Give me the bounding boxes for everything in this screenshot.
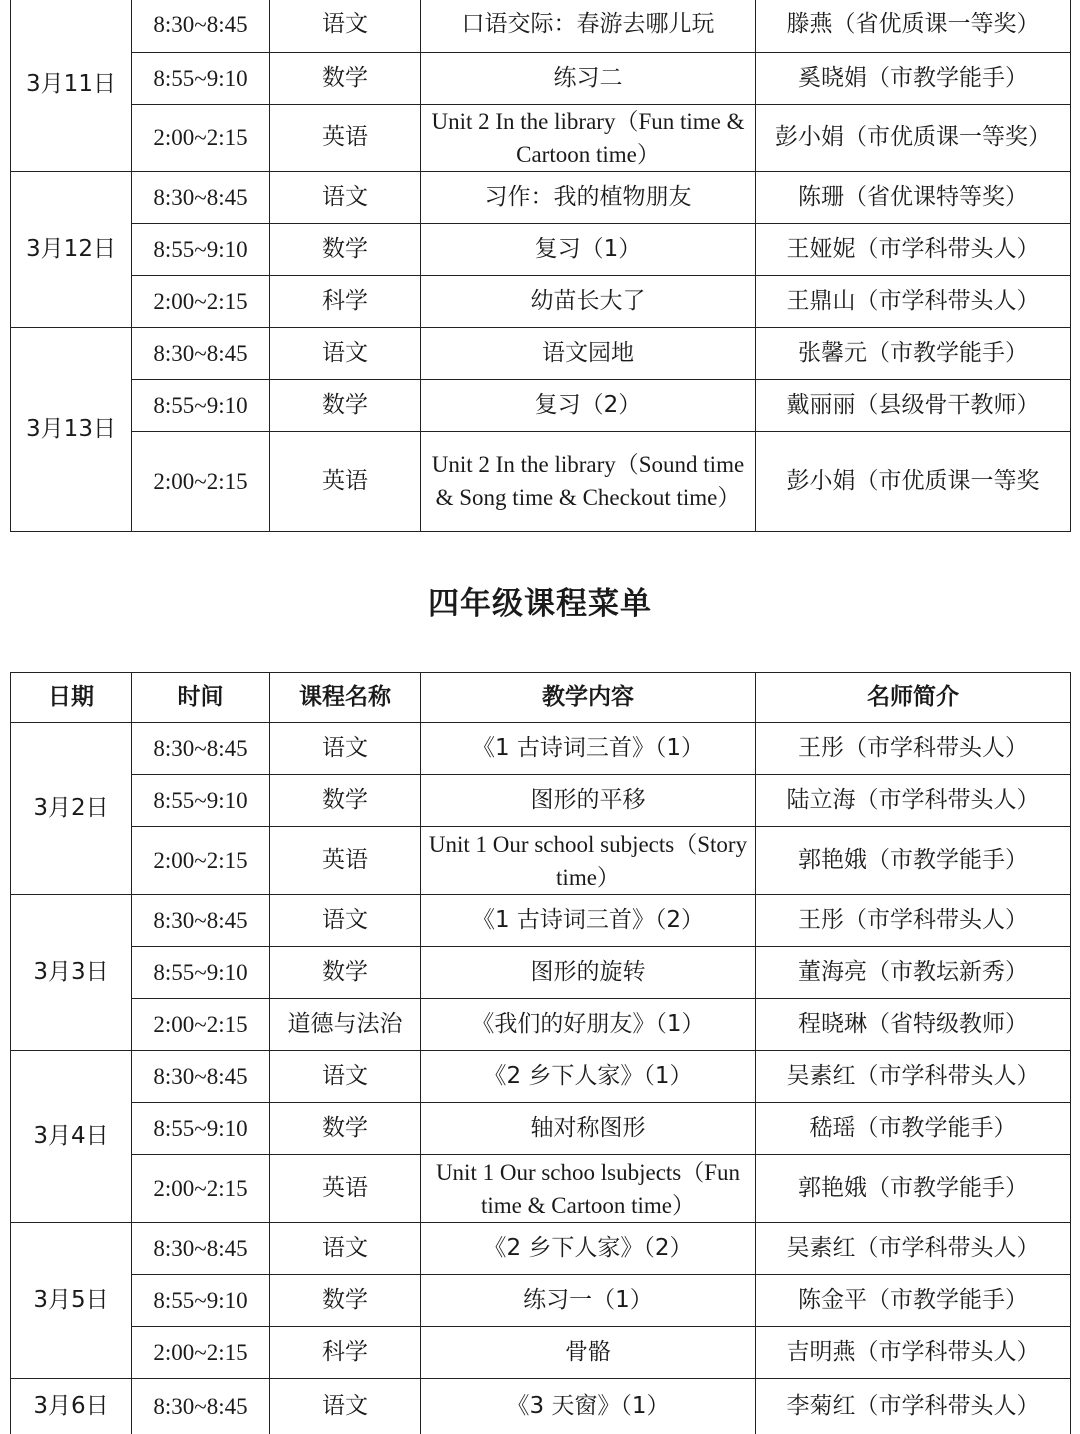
subject-cell: 语文 [270, 895, 421, 947]
time-cell: 8:55~9:10 [132, 775, 270, 827]
content-cell: Unit 2 In the library（Fun time & Cartoon time） [421, 104, 756, 171]
content-cell: 轴对称图形 [421, 1103, 756, 1155]
table-row [11, 275, 1071, 327]
header-time: 时间 [132, 673, 270, 723]
date-cell: 3月4日 [11, 1051, 132, 1223]
header-date: 日期 [11, 673, 132, 723]
time-cell: 8:30~8:45 [132, 723, 270, 775]
time-cell: 2:00~2:15 [132, 431, 270, 531]
content-cell: 幼苗长大了 [421, 275, 756, 327]
teacher-cell: 王娅妮（市学科带头人） [756, 223, 1071, 275]
content-cell: 习作：我的植物朋友 [421, 171, 756, 223]
time-cell: 8:30~8:45 [132, 327, 270, 379]
teacher-cell: 郭艳娥（市教学能手） [756, 827, 1071, 895]
subject-cell: 道德与法治 [270, 999, 421, 1051]
date-cell: 3月6日 [11, 1379, 132, 1434]
content-cell: 复习（2） [421, 379, 756, 431]
subject-cell: 数学 [270, 947, 421, 999]
grade3-schedule-table [10, 0, 1071, 532]
subject-cell: 语文 [270, 0, 421, 52]
teacher-cell: 陈金平（市教学能手） [756, 1275, 1071, 1327]
table-row [11, 0, 1071, 52]
teacher-cell: 嵇瑶（市教学能手） [756, 1103, 1071, 1155]
content-cell: 图形的旋转 [421, 947, 756, 999]
time-cell: 2:00~2:15 [132, 1155, 270, 1223]
time-cell: 2:00~2:15 [132, 104, 270, 171]
table-row [11, 1275, 1071, 1327]
date-cell: 3月13日 [11, 327, 132, 531]
subject-cell: 科学 [270, 1327, 421, 1379]
content-cell: 练习二 [421, 52, 756, 104]
subject-cell: 数学 [270, 1103, 421, 1155]
teacher-cell: 王彤（市学科带头人） [756, 895, 1071, 947]
time-cell: 8:55~9:10 [132, 1275, 270, 1327]
time-cell: 2:00~2:15 [132, 275, 270, 327]
content-cell: 《2 乡下人家》（1） [421, 1051, 756, 1103]
subject-cell: 数学 [270, 775, 421, 827]
content-cell: 《我们的好朋友》（1） [421, 999, 756, 1051]
teacher-cell: 陆立海（市学科带头人） [756, 775, 1071, 827]
time-cell: 8:30~8:45 [132, 1379, 270, 1434]
date-cell: 3月5日 [11, 1223, 132, 1379]
date-cell: 3月11日 [11, 0, 132, 171]
table-row [11, 223, 1071, 275]
subject-cell: 数学 [270, 1275, 421, 1327]
time-cell: 8:55~9:10 [132, 52, 270, 104]
content-cell: 《3 天窗》（1） [421, 1379, 756, 1434]
table-row [11, 379, 1071, 431]
time-cell: 8:30~8:45 [132, 895, 270, 947]
grade4-schedule-table [10, 672, 1071, 1434]
content-cell: 语文园地 [421, 327, 756, 379]
subject-cell: 英语 [270, 104, 421, 171]
time-cell: 2:00~2:15 [132, 827, 270, 895]
table-row [11, 171, 1071, 223]
table-row [11, 1103, 1071, 1155]
time-cell: 2:00~2:15 [132, 1327, 270, 1379]
subject-cell: 语文 [270, 1379, 421, 1434]
content-cell: 图形的平移 [421, 775, 756, 827]
subject-cell: 数学 [270, 223, 421, 275]
date-cell: 3月12日 [11, 171, 132, 327]
table-row [11, 827, 1071, 895]
time-cell: 8:55~9:10 [132, 947, 270, 999]
date-cell: 3月2日 [11, 723, 132, 895]
table-row [11, 1155, 1071, 1223]
time-cell: 8:55~9:10 [132, 1103, 270, 1155]
teacher-cell: 奚晓娟（市教学能手） [756, 52, 1071, 104]
content-cell: 《2 乡下人家》（2） [421, 1223, 756, 1275]
table-row [11, 327, 1071, 379]
table-row [11, 1327, 1071, 1379]
content-cell: 《1 古诗词三首》（1） [421, 723, 756, 775]
teacher-cell: 吴素红（市学科带头人） [756, 1051, 1071, 1103]
content-cell: 口语交际：春游去哪儿玩 [421, 0, 756, 52]
teacher-cell: 董海亮（市教坛新秀） [756, 947, 1071, 999]
table-row [11, 431, 1071, 531]
table-row [11, 947, 1071, 999]
content-cell: Unit 1 Our school subjects（Story time） [421, 827, 756, 895]
table-row [11, 723, 1071, 775]
teacher-cell: 戴丽丽（县级骨干教师） [756, 379, 1071, 431]
subject-cell: 科学 [270, 275, 421, 327]
subject-cell: 语文 [270, 1051, 421, 1103]
teacher-cell: 吉明燕（市学科带头人） [756, 1327, 1071, 1379]
table-header-row [11, 673, 1071, 723]
table-row [11, 999, 1071, 1051]
teacher-cell: 王彤（市学科带头人） [756, 723, 1071, 775]
table-row [11, 1223, 1071, 1275]
subject-cell: 语文 [270, 723, 421, 775]
teacher-cell: 彭小娟（市优质课一等奖） [756, 104, 1071, 171]
table-row [11, 1051, 1071, 1103]
teacher-cell: 彭小娟（市优质课一等奖 [756, 431, 1071, 531]
content-cell: Unit 1 Our schoo lsubjects（Fun time & Cartoon time） [421, 1155, 756, 1223]
table-row [11, 775, 1071, 827]
table-row [11, 895, 1071, 947]
teacher-cell: 郭艳娥（市教学能手） [756, 1155, 1071, 1223]
teacher-cell: 程晓琳（省特级教师） [756, 999, 1071, 1051]
content-cell: 练习一（1） [421, 1275, 756, 1327]
time-cell: 8:55~9:10 [132, 223, 270, 275]
time-cell: 8:55~9:10 [132, 379, 270, 431]
subject-cell: 语文 [270, 171, 421, 223]
header-teacher: 名师简介 [756, 673, 1071, 723]
subject-cell: 英语 [270, 431, 421, 531]
teacher-cell: 李菊红（市学科带头人） [756, 1379, 1071, 1434]
teacher-cell: 陈珊（省优课特等奖） [756, 171, 1071, 223]
table-row [11, 104, 1071, 171]
table-row [11, 1379, 1071, 1434]
subject-cell: 数学 [270, 379, 421, 431]
table-row [11, 52, 1071, 104]
subject-cell: 英语 [270, 1155, 421, 1223]
time-cell: 8:30~8:45 [132, 1051, 270, 1103]
teacher-cell: 王鼎山（市学科带头人） [756, 275, 1071, 327]
content-cell: Unit 2 In the library（Sound time & Song time & Checkout time） [421, 431, 756, 531]
header-content: 教学内容 [421, 673, 756, 723]
subject-cell: 数学 [270, 52, 421, 104]
time-cell: 8:30~8:45 [132, 171, 270, 223]
teacher-cell: 吴素红（市学科带头人） [756, 1223, 1071, 1275]
time-cell: 8:30~8:45 [132, 1223, 270, 1275]
section-title: 四年级课程菜单 [428, 586, 652, 622]
time-cell: 8:30~8:45 [132, 0, 270, 52]
content-cell: 骨骼 [421, 1327, 756, 1379]
subject-cell: 语文 [270, 1223, 421, 1275]
teacher-cell: 张馨元（市教学能手） [756, 327, 1071, 379]
subject-cell: 英语 [270, 827, 421, 895]
content-cell: 《1 古诗词三首》（2） [421, 895, 756, 947]
content-cell: 复习（1） [421, 223, 756, 275]
date-cell: 3月3日 [11, 895, 132, 1051]
teacher-cell: 滕燕（省优质课一等奖） [756, 0, 1071, 52]
time-cell: 2:00~2:15 [132, 999, 270, 1051]
subject-cell: 语文 [270, 327, 421, 379]
header-subject: 课程名称 [270, 673, 421, 723]
